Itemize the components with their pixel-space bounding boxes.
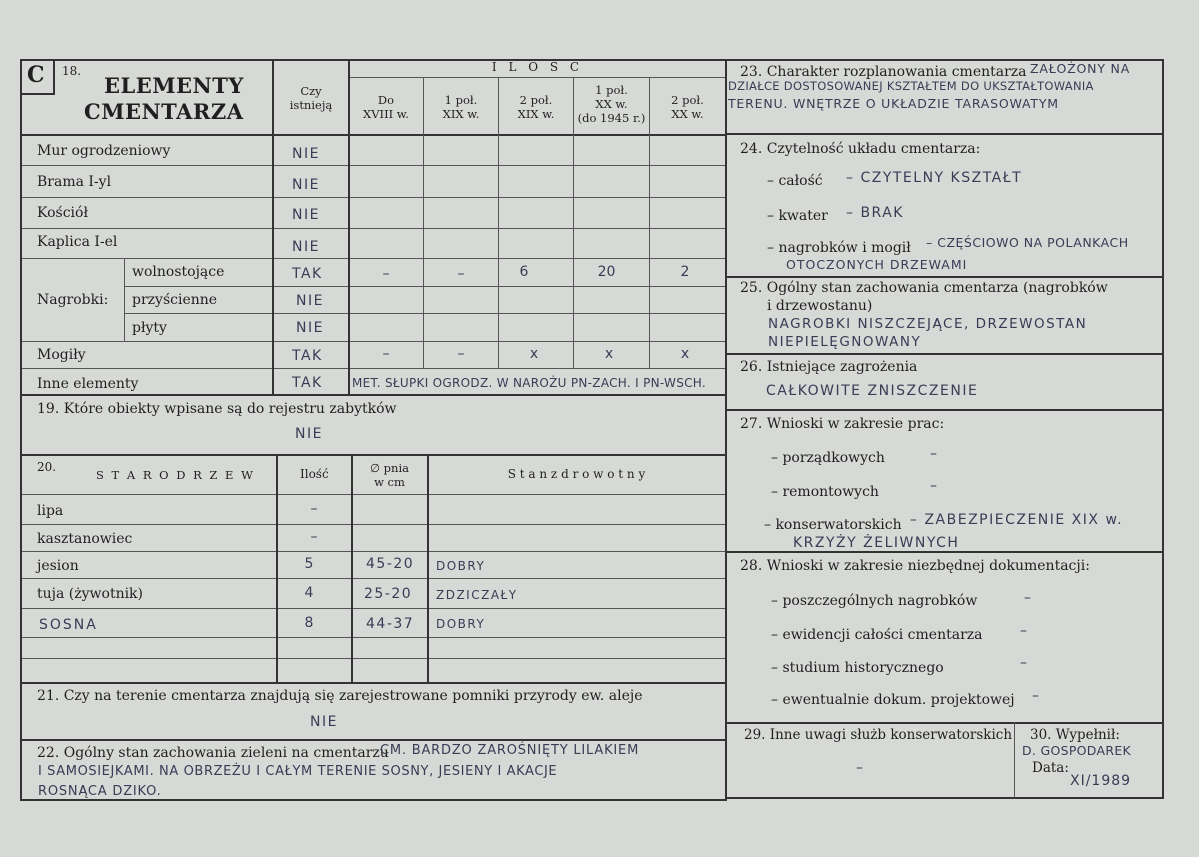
q19-label: 19. Które obiekty wpisane są do rejestru zabytków: [37, 401, 397, 417]
q26-answer: CAŁKOWITE ZNISZCZENIE: [766, 383, 979, 399]
q23-label: 23. Charakter rozplanowania cmentarza: [740, 64, 1027, 80]
freestanding-q3: 6: [519, 264, 529, 280]
freestanding-q4: 20: [597, 264, 616, 280]
q21-label: 21. Czy na terenie cmentarza znajdują się zarejestrowane pomniki przyrody ew. aleje: [37, 688, 643, 704]
title-line2: CMENTARZA: [84, 99, 244, 124]
quantity-header: I L O Ś C: [491, 60, 584, 74]
q29-label: 29. Inne uwagi służb konserwatorskich: [744, 727, 1013, 743]
tree-diameter: 44-37: [366, 616, 415, 632]
tree-count: –: [310, 501, 318, 517]
q20-col-count: Ilość: [300, 467, 329, 481]
q24-quarters: – BRAK: [846, 205, 904, 221]
other-elements-note: MET. SŁUPKI OGRODZ. W NAROŻU PN-ZACH. I PN-WSCH.: [352, 376, 707, 390]
q22-label: 22. Ogólny stan zachowania zieleni na cmentarzu: [37, 745, 389, 761]
other-elements-exists: TAK: [292, 375, 323, 391]
q20-title: S T A R O D R Z E W: [96, 468, 255, 482]
q19-answer: NIE: [295, 426, 323, 442]
graves-q5: x: [680, 346, 690, 362]
tree-diameter: 25-20: [364, 586, 413, 602]
q28-item-value: –: [1020, 623, 1029, 639]
slabs-exists: NIE: [296, 320, 324, 336]
graves-q2: –: [457, 346, 465, 362]
q30-date-label: Data:: [1032, 760, 1069, 776]
period-header-5: 2 poł. XX w.: [671, 93, 704, 121]
q28-item-value: –: [1020, 655, 1029, 671]
wall-label: Mur ogrodzeniowy: [37, 143, 171, 159]
q27-repair: –: [930, 478, 939, 494]
q28-item-label: – ewidencji całości cmentarza: [771, 627, 983, 643]
q25-line2: NIEPIELĘGNOWANY: [768, 334, 922, 350]
q23-line2: DZIAŁCE DOSTOSOWANEJ KSZTAŁTEM DO UKSZTAŁTOWANIA: [728, 79, 1094, 93]
q27-repair-label: – remontowych: [771, 484, 879, 500]
period-header-1: Do XVIII w.: [363, 93, 409, 121]
q22-line1: CM. BARDZO ZAROŚNIĘTY LILAKIEM: [380, 743, 640, 758]
exists-header: Czy istnieją: [289, 84, 333, 112]
period-header-3: 2 poł. XIX w.: [517, 93, 555, 121]
tree-name: kasztanowiec: [37, 531, 133, 547]
q27-conserv-line1: – ZABEZPIECZENIE XIX w.: [910, 512, 1124, 528]
q20-col-health: S t a n z d r o w o t n y: [507, 467, 646, 481]
graves-exists: TAK: [292, 348, 323, 364]
freestanding-q1: –: [382, 266, 390, 282]
freestanding-q2: –: [457, 266, 465, 282]
q25-line1: NAGROBKI NISZCZEJĄCE, DRZEWOSTAN: [768, 316, 1088, 332]
tree-count: 8: [304, 615, 314, 631]
wall-mounted-label: przyścienne: [132, 292, 218, 308]
q20-number: 20.: [37, 460, 57, 474]
q22-line2: I SAMOSIEJKAMI. NA OBRZEŻU I CAŁYM TERENIE SOSNY, JESIENY I AKACJE: [38, 764, 558, 779]
q30-filler: D. GOSPODAREK: [1022, 743, 1132, 758]
period-header-2: 1 poł. XIX w.: [442, 93, 480, 121]
q28-item-value: –: [1024, 590, 1033, 606]
freestanding-q5: 2: [680, 264, 690, 280]
tree-count: 5: [304, 556, 314, 572]
tree-name: jesion: [37, 558, 79, 574]
q29-answer: –: [856, 760, 865, 776]
gate-label: Brama I-yl: [37, 174, 112, 190]
graves-q1: –: [382, 346, 390, 362]
wall-mounted-exists: NIE: [296, 293, 324, 309]
tree-count: –: [310, 529, 318, 545]
freestanding-exists: TAK: [292, 266, 323, 282]
tree-count: 4: [304, 585, 314, 601]
church-label: Kościół: [37, 205, 88, 221]
q28-item-label: – studium historycznego: [771, 660, 944, 676]
graves-label: Mogiły: [37, 347, 86, 363]
q23-line3: TERENU. WNĘTRZE O UKŁADZIE TARASOWATYM: [728, 96, 1059, 111]
tree-name: lipa: [37, 503, 64, 519]
q23-line1: ZAŁOŻONY NA: [1030, 61, 1131, 76]
corner-letter: C: [27, 62, 45, 88]
q24-graves-line1: – CZĘŚCIOWO NA POLANKACH: [926, 235, 1129, 250]
q26-label: 26. Istniejące zagrożenia: [740, 359, 918, 375]
tree-name: tuja (żywotnik): [37, 586, 144, 602]
other-elements-label: Inne elementy: [37, 376, 139, 392]
q28-label: 28. Wnioski w zakresie niezbędnej dokumentacji:: [740, 558, 1090, 574]
tree-health: DOBRY: [436, 617, 486, 631]
q24-graves-label: – nagrobków i mogił: [767, 240, 911, 256]
q30-label: 30. Wypełnił:: [1030, 727, 1120, 743]
q28-item-label: – ewentualnie dokum. projektowej: [771, 692, 1015, 708]
q28-item-label: – poszczególnych nagrobków: [771, 593, 978, 609]
q25-label-line1: 25. Ogólny stan zachowania cmentarza (nagrobków: [740, 280, 1108, 296]
q25-label-line2: i drzewostanu): [767, 298, 873, 314]
q27-conserv-line2: KRZYŻY ŻELIWNYCH: [793, 535, 960, 551]
q24-graves-line2: OTOCZONYCH DRZEWAMI: [786, 257, 968, 272]
q27-order-label: – porządkowych: [771, 450, 885, 466]
slabs-label: płyty: [132, 320, 167, 336]
q27-label: 27. Wnioski w zakresie prac:: [740, 416, 945, 432]
section-number: 18.: [62, 64, 82, 78]
q24-quarters-label: – kwater: [767, 208, 828, 224]
tree-diameter: 45-20: [366, 556, 415, 572]
church-exists: NIE: [292, 207, 320, 223]
q27-order: –: [930, 446, 939, 462]
q30-date: XI/1989: [1070, 773, 1132, 789]
chapel-exists: NIE: [292, 239, 320, 255]
q28-item-value: –: [1032, 688, 1041, 704]
period-header-4: 1 poł. XX w. (do 1945 r.): [577, 83, 646, 125]
q27-conserv-label: – konserwatorskich: [764, 517, 902, 533]
tree-health: ZDZICZAŁY: [436, 588, 518, 602]
tree-health: DOBRY: [436, 559, 486, 573]
chapel-label: Kaplica I-el: [37, 234, 118, 250]
q22-line3: ROSNĄCA DZIKO.: [38, 784, 162, 799]
q21-answer: NIE: [310, 714, 338, 730]
freestanding-label: wolnostojące: [132, 264, 225, 280]
graves-q3: x: [529, 346, 539, 362]
q24-whole: – CZYTELNY KSZTAŁT: [846, 170, 1023, 186]
gate-exists: NIE: [292, 177, 320, 193]
tombstones-label: Nagrobki:: [37, 292, 109, 308]
wall-exists: NIE: [292, 146, 320, 162]
graves-q4: x: [604, 346, 614, 362]
q24-label: 24. Czytelność układu cmentarza:: [740, 141, 981, 157]
tree-name: SOSNA: [39, 617, 98, 633]
q24-whole-label: – całość: [767, 173, 823, 189]
title-line1: ELEMENTY: [104, 73, 244, 98]
q20-col-diameter: ∅ pnia w cm: [370, 461, 409, 489]
